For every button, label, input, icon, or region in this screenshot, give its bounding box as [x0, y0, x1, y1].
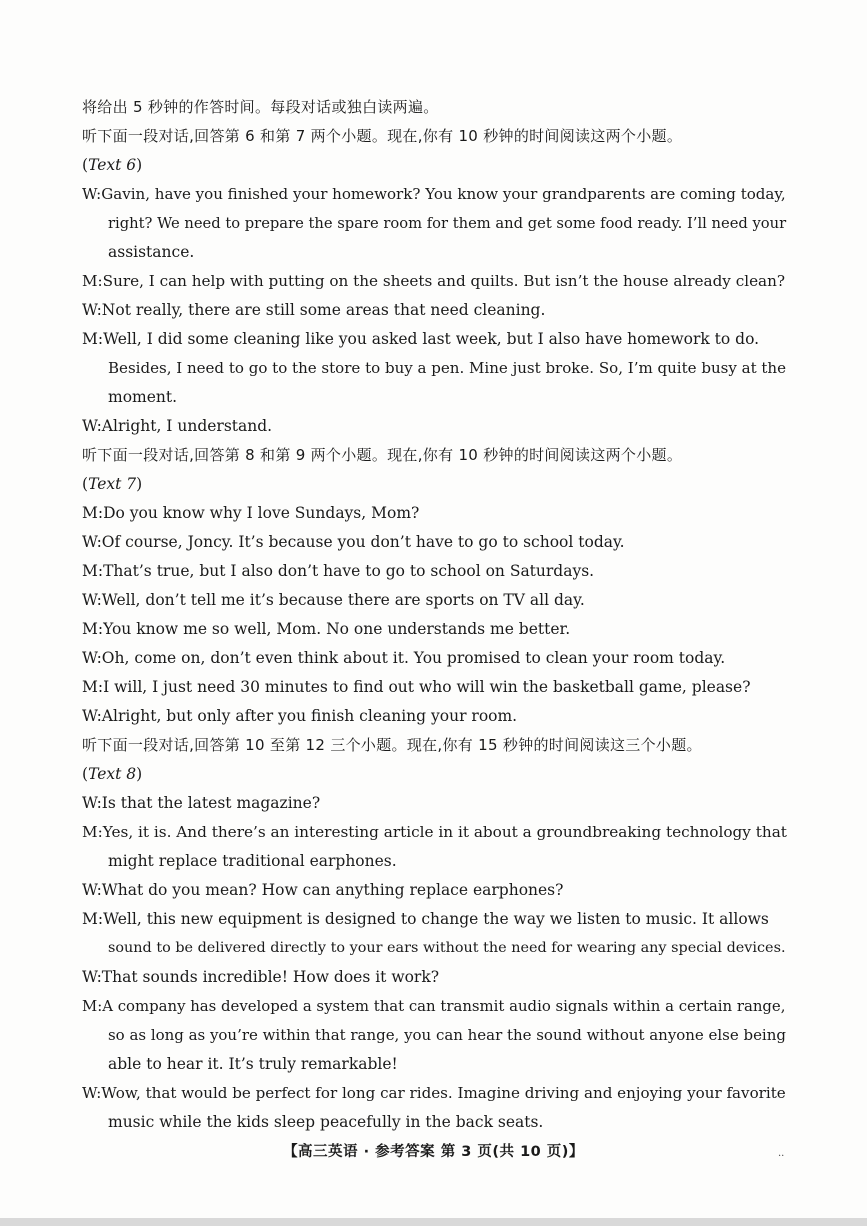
- dialogue-turn: M:A company has developed a system that can transmit audio signals within a certain range,: [82, 997, 786, 1015]
- dialogue-turn: W:Alright, I understand.: [82, 417, 273, 435]
- document-body: [82, 93, 790, 1137]
- section-instruction: 听下面一段对话,回答第 10 至第 12 三个小题。现在,你有 15 秒钟的时间阅读这三个小题。: [82, 736, 702, 754]
- dialogue-turn: M:Do you know why I love Sundays, Mom?: [82, 504, 420, 522]
- dialogue-continuation: assistance.: [108, 243, 195, 261]
- text-label: [82, 760, 790, 789]
- dialogue-turn: M:You know me so well, Mom. No one understands me better.: [82, 620, 571, 638]
- dialogue-turn: W:Gavin, have you finished your homework? You know your grandparents are coming today,: [82, 185, 786, 203]
- dialogue-turn: W:Wow, that would be perfect for long car rides. Imagine driving and enjoying your favorite: [82, 1084, 786, 1102]
- dialogue-continuation: so as long as you’re within that range, you can hear the sound without anyone else being: [108, 1026, 786, 1044]
- label-text: Text 7: [88, 475, 137, 493]
- label-close-paren: ): [136, 765, 143, 783]
- dialogue-turn: M:That’s true, but I also don’t have to go to school on Saturdays.: [82, 562, 595, 580]
- text-label: [82, 470, 790, 499]
- label-close-paren: ): [136, 156, 143, 174]
- text-label: [82, 151, 790, 180]
- dialogue-turn: M:Well, I did some cleaning like you asked last week, but I also have homework to do.: [82, 330, 760, 348]
- label-open-paren: (: [82, 156, 89, 174]
- dialogue-turn: W:That sounds incredible! How does it work?: [82, 968, 440, 986]
- dialogue-continuation: music while the kids sleep peacefully in the back seats.: [108, 1113, 544, 1131]
- dialogue-turn: M:Well, this new equipment is designed to change the way we listen to music. It allows: [82, 910, 769, 928]
- dialogue-turn: W:Is that the latest magazine?: [82, 794, 321, 812]
- dialogue-continuation: right? We need to prepare the spare room for them and get some food ready. I’ll need your: [108, 215, 787, 232]
- section-instruction: 听下面一段对话,回答第 6 和第 7 两个小题。现在,你有 10 秒钟的时间阅读这两个小题。: [82, 127, 683, 145]
- dialogue-turn: W:Alright, but only after you finish cleaning your room.: [82, 707, 518, 725]
- label-open-paren: (: [82, 765, 89, 783]
- section-instruction: 听下面一段对话,回答第 8 和第 9 两个小题。现在,你有 10 秒钟的时间阅读这两个小题。: [82, 446, 683, 464]
- scan-bottom-edge: [0, 1218, 867, 1226]
- dialogue-continuation: Besides, I need to go to the store to buy a pen. Mine just broke. So, I’m quite busy at the: [108, 359, 787, 377]
- dialogue-continuation: able to hear it. It’s truly remarkable!: [108, 1055, 398, 1073]
- label-text: Text 8: [88, 765, 137, 783]
- label-open-paren: (: [82, 475, 89, 493]
- dialogue-continuation: sound to be delivered directly to your ears without the need for wearing any special devices.: [108, 940, 786, 956]
- dialogue-turn: M:I will, I just need 30 minutes to find out who will win the basketball game, please?: [82, 678, 751, 696]
- dialogue-turn: W:Not really, there are still some areas that need cleaning.: [82, 301, 546, 319]
- section-instruction: 将给出 5 秒钟的作答时间。每段对话或独白读两遍。: [82, 98, 439, 116]
- dialogue-turn: W:Of course, Joncy. It’s because you don’t have to go to school today.: [82, 533, 625, 551]
- dialogue-turn: W:Oh, come on, don’t even think about it. You promised to clean your room today.: [82, 649, 726, 667]
- dialogue-turn: M:Yes, it is. And there’s an interesting article in it about a groundbreaking technology that: [82, 823, 787, 841]
- dialogue-turn: M:Sure, I can help with putting on the sheets and quilts. But isn’t the house already clean?: [82, 272, 786, 290]
- dialogue-continuation: moment.: [108, 388, 178, 406]
- footer-dots: ..: [778, 1148, 785, 1159]
- dialogue-turn: W:Well, don’t tell me it’s because there are sports on TV all day.: [82, 591, 585, 609]
- label-text: Text 6: [88, 156, 137, 174]
- label-close-paren: ): [136, 475, 143, 493]
- dialogue-turn: W:What do you mean? How can anything replace earphones?: [82, 881, 564, 899]
- dialogue-continuation: might replace traditional earphones.: [108, 852, 397, 870]
- page-footer: 【高三英语 · 参考答案 第 3 页(共 10 页)】: [283, 1144, 584, 1160]
